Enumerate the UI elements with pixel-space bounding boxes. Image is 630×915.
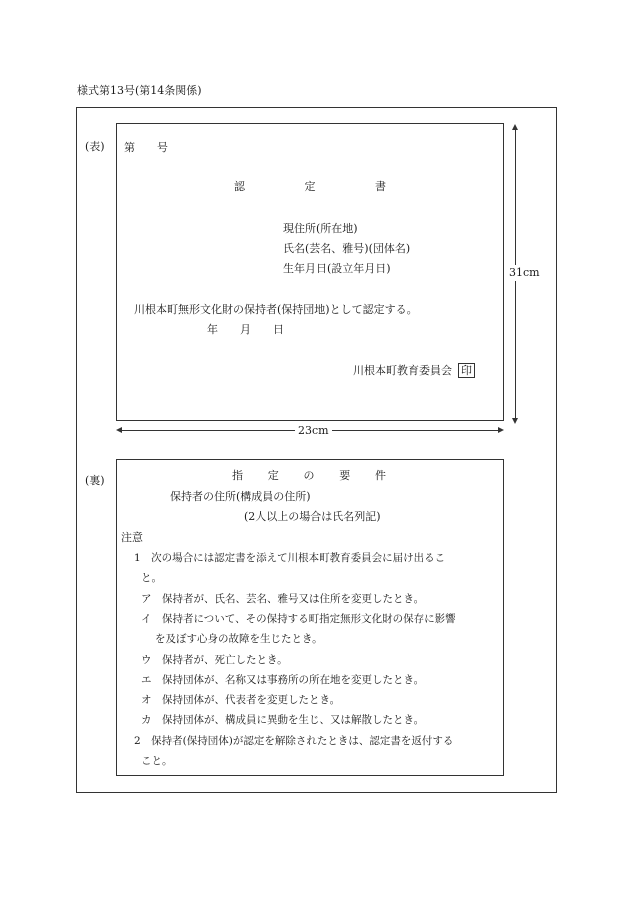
- note-item: ア 保持者が、氏名、芸名、雅号又は住所を変更したとき。: [141, 593, 425, 605]
- field-birthdate: 生年月日(設立年月日): [283, 262, 391, 275]
- arrow-down-icon: [512, 418, 518, 424]
- notes-heading: 注意: [121, 531, 143, 544]
- arrow-right-icon: [498, 427, 504, 433]
- certification-statement: 川根本町無形文化財の保持者(保持団地)として認定する。: [134, 303, 418, 316]
- address-line: 保持者の住所(構成員の住所): [170, 490, 311, 503]
- back-title-char: 要: [339, 469, 351, 482]
- note-item: エ 保持団体が、名称又は事務所の所在地を変更したとき。: [141, 674, 425, 686]
- note-item: オ 保持団体が、代表者を変更したとき。: [141, 694, 341, 706]
- back-title-char: 件: [375, 469, 386, 482]
- note-item: カ 保持団体が、構成員に異動を生じ、又は解散したとき。: [141, 714, 425, 726]
- back-title-char: 指: [232, 469, 243, 482]
- issuer-name: 川根本町教育委員会: [353, 364, 452, 377]
- front-title-char: 定: [304, 180, 316, 193]
- front-side-label: (表): [85, 140, 105, 153]
- note-2-line-1: 2 保持者(保持団体)が認定を解除されたときは、認定書を返付する: [134, 735, 454, 747]
- note-item-continuation: を及ぼす心身の故障を生じたとき。: [155, 633, 323, 645]
- back-title-char: 定: [267, 469, 279, 482]
- arrow-up-icon: [512, 124, 518, 130]
- back-title-char: の: [303, 469, 315, 482]
- field-address: 現住所(所在地): [283, 222, 358, 235]
- issuer-line: [353, 363, 475, 378]
- date-line: 年 月 日: [207, 323, 284, 336]
- arrow-left-icon: [116, 427, 122, 433]
- front-title: [234, 180, 386, 194]
- note-2-line-2: こと。: [141, 755, 173, 767]
- form-title: 様式第13号(第14条関係): [77, 84, 202, 97]
- front-title-char: 認: [234, 180, 245, 193]
- front-title-char: 書: [375, 180, 386, 193]
- field-name: 氏名(芸名、雅号)(団体名): [283, 242, 411, 255]
- note-1-line-2: と。: [141, 572, 162, 584]
- note-1-line-1: 1 次の場合には認定書を添えて川根本町教育委員会に届け出るこ: [134, 552, 446, 564]
- back-title: [232, 469, 386, 483]
- height-label: 31cm: [509, 266, 540, 279]
- note-item: ウ 保持者が、死亡したとき。: [141, 654, 288, 666]
- names-note: (2人以上の場合は氏名列記): [244, 510, 381, 523]
- width-label: 23cm: [295, 424, 332, 438]
- seal-box: 印: [458, 363, 475, 378]
- back-side-label: (裏): [85, 474, 105, 487]
- note-item: イ 保持者について、その保持する町指定無形文化財の保存に影響: [141, 613, 456, 625]
- number-line: 第 号: [124, 141, 168, 154]
